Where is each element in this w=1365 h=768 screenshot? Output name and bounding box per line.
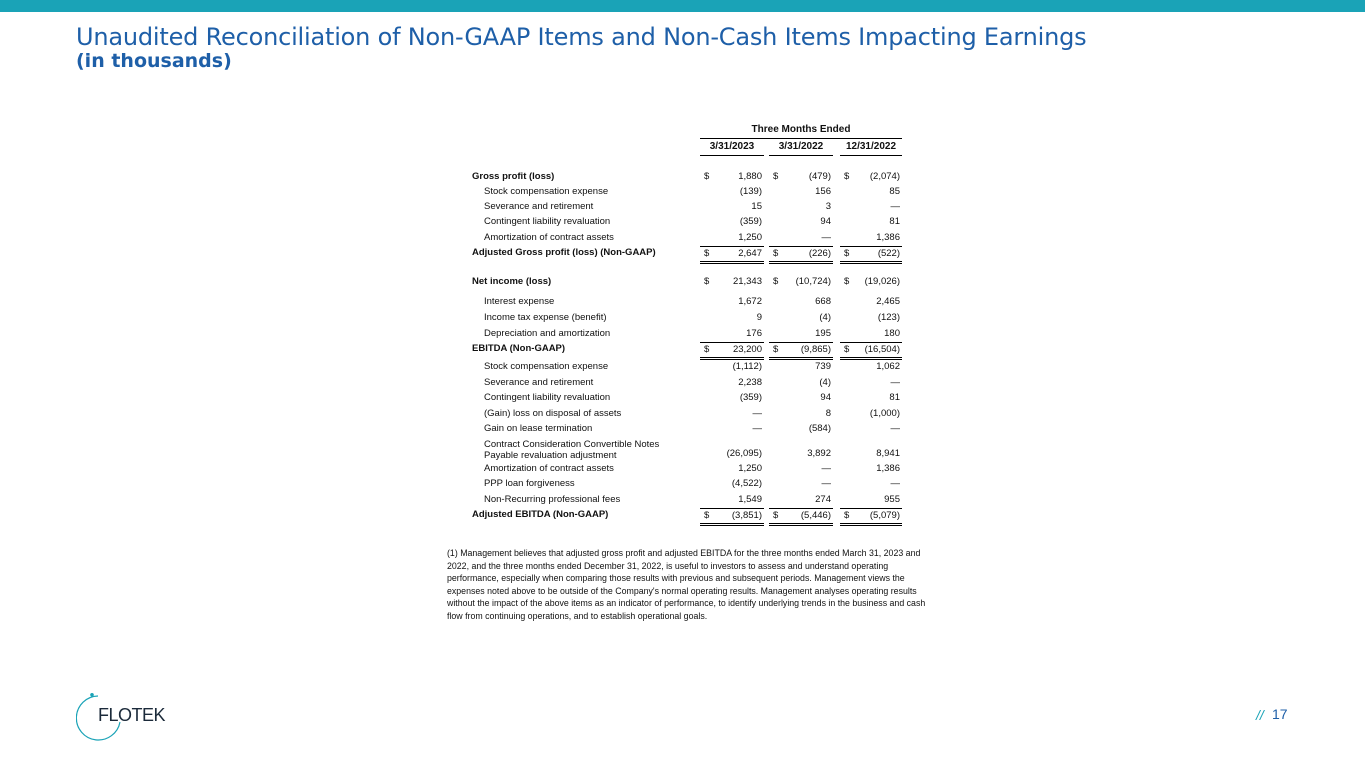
page-subtitle: (in thousands) xyxy=(76,50,232,72)
top-accent-bar xyxy=(0,0,1365,12)
value-cell: — xyxy=(821,463,831,474)
value-cell: 176 xyxy=(746,328,762,339)
value-cell: $ (479) xyxy=(773,171,831,182)
value-cell: — xyxy=(890,377,900,388)
row-label: Non-Recurring professional fees xyxy=(484,494,621,505)
footnote: (1) Management believes that adjusted gross profit and adjusted EBITDA for the three months ended March 31, 2023 and 2022, and the three months ended December 31, 2022, is useful to investors to assess and understand operating performance, especially when comparing those results with previous and subsequent periods. Management views the expenses noted above to be outside of the Company's normal operating results. Management analyses operating results without the impact of the above items as an indicator of performance, to identify underlying trends in the business and cash flow from continuing operations, and to establish operational goals. xyxy=(447,548,926,621)
table-row-total xyxy=(472,246,904,260)
value-cell: 1,062 xyxy=(876,361,900,372)
value-cell: — xyxy=(821,478,831,489)
value-cell: 1,549 xyxy=(738,494,762,505)
value-cell: 81 xyxy=(889,392,900,403)
column-header-q1-2022: 3/31/2022 xyxy=(769,141,833,156)
row-label: Amortization of contract assets xyxy=(484,232,614,243)
value-cell: 15 xyxy=(751,201,762,212)
value-cell: 3 xyxy=(825,201,831,212)
page-title: Unaudited Reconciliation of Non-GAAP Items and Non-Cash Items Impacting Earnings xyxy=(76,23,1087,51)
table-row-total xyxy=(472,508,904,522)
row-label: PPP loan forgiveness xyxy=(484,478,575,489)
row-label: Amortization of contract assets xyxy=(484,463,614,474)
table-row xyxy=(472,295,904,309)
value-cell: 739 xyxy=(815,361,831,372)
row-label: Adjusted EBITDA (Non-GAAP) xyxy=(472,509,609,520)
value-cell: $ (19,026) xyxy=(844,276,900,287)
row-label: Adjusted Gross profit (loss) (Non-GAAP) xyxy=(472,247,656,258)
value-cell: 94 xyxy=(820,216,831,227)
value-cell: $ 21,343 xyxy=(704,276,762,287)
value-cell: (584) xyxy=(808,423,831,434)
value-cell: — xyxy=(890,478,900,489)
value-cell: $ (2,074) xyxy=(844,171,900,182)
value-cell: 1,250 xyxy=(738,232,762,243)
value-cell: (4) xyxy=(819,312,831,323)
table-row xyxy=(472,407,904,421)
value-cell: — xyxy=(752,423,762,434)
value-cell: 1,250 xyxy=(738,463,762,474)
logo-text: FLOTEK xyxy=(98,705,166,725)
table-row xyxy=(472,391,904,405)
value-cell: 85 xyxy=(889,186,900,197)
table-row xyxy=(472,200,904,214)
table-row xyxy=(472,493,904,507)
value-cell: 1,386 xyxy=(876,232,900,243)
value-cell: — xyxy=(890,423,900,434)
value-cell: (139) xyxy=(739,186,762,197)
table-row xyxy=(472,215,904,229)
row-label: Contract Consideration Convertible Notes Payable revaluation adjustment xyxy=(484,439,660,461)
table-row xyxy=(472,477,904,491)
value-cell: (1,112) xyxy=(732,361,762,372)
value-cell: 668 xyxy=(815,296,831,307)
value-cell: $ 23,200 xyxy=(700,342,764,357)
table-row xyxy=(472,462,904,476)
period-header: Three Months Ended xyxy=(700,124,902,139)
value-cell: 2,238 xyxy=(738,377,762,388)
value-cell: 81 xyxy=(889,216,900,227)
row-label: Contingent liability revaluation xyxy=(484,392,611,403)
value-cell: 1,386 xyxy=(876,463,900,474)
value-cell: $ (5,446) xyxy=(769,508,833,523)
value-cell: $ (16,504) xyxy=(840,342,902,357)
value-cell: $ (3,851) xyxy=(700,508,764,523)
value-cell: $ 1,880 xyxy=(704,171,762,182)
row-label: Interest expense xyxy=(484,296,555,307)
value-cell: $ (522) xyxy=(840,246,902,261)
table-row xyxy=(472,311,904,325)
row-label: Depreciation and amortization xyxy=(484,328,611,339)
column-header-q4-2022: 12/31/2022 xyxy=(840,141,902,156)
page-number: 17 xyxy=(1272,706,1288,722)
table-row-total xyxy=(472,342,904,356)
value-cell: 8,941 xyxy=(876,448,900,459)
table-row xyxy=(472,231,904,245)
value-cell: 2,465 xyxy=(876,296,900,307)
table-row xyxy=(472,376,904,390)
row-label: Net income (loss) xyxy=(472,276,552,287)
table-row xyxy=(472,327,904,341)
page-slash-mark: // xyxy=(1256,707,1264,723)
row-label: Contingent liability revaluation xyxy=(484,216,611,227)
value-cell: 195 xyxy=(815,328,831,339)
table-row xyxy=(472,170,904,184)
value-cell: 1,672 xyxy=(738,296,762,307)
table-row xyxy=(472,422,904,436)
row-label: Stock compensation expense xyxy=(484,186,609,197)
row-label: EBITDA (Non-GAAP) xyxy=(472,343,566,354)
value-cell: (123) xyxy=(877,312,900,323)
value-cell: 274 xyxy=(815,494,831,505)
table-row xyxy=(472,439,904,461)
row-label: Severance and retirement xyxy=(484,377,594,388)
value-cell: 955 xyxy=(884,494,900,505)
value-cell: (26,095) xyxy=(726,448,762,459)
row-label: Income tax expense (benefit) xyxy=(484,312,607,323)
table-row xyxy=(472,275,904,289)
value-cell: 9 xyxy=(756,312,762,323)
value-cell: 3,892 xyxy=(807,448,831,459)
value-cell: 8 xyxy=(825,408,831,419)
value-cell: — xyxy=(752,408,762,419)
row-label: Gross profit (loss) xyxy=(472,171,555,182)
value-cell: (1,000) xyxy=(869,408,900,419)
row-label: Severance and retirement xyxy=(484,201,594,212)
value-cell: 94 xyxy=(820,392,831,403)
value-cell: $ 2,647 xyxy=(700,246,764,261)
value-cell: — xyxy=(821,232,831,243)
row-label: Gain on lease termination xyxy=(484,423,593,434)
row-label: Stock compensation expense xyxy=(484,361,609,372)
value-cell: 156 xyxy=(815,186,831,197)
value-cell: (359) xyxy=(739,392,762,403)
value-cell: (4) xyxy=(819,377,831,388)
value-cell: $ (226) xyxy=(769,246,833,261)
column-header-q1-2023: 3/31/2023 xyxy=(700,141,764,156)
table-row xyxy=(472,185,904,199)
value-cell: — xyxy=(890,201,900,212)
value-cell: (359) xyxy=(739,216,762,227)
value-cell: (4,522) xyxy=(731,478,762,489)
value-cell: $ (5,079) xyxy=(840,508,902,523)
value-cell: 180 xyxy=(884,328,900,339)
value-cell: $ (10,724) xyxy=(773,276,831,287)
value-cell: $ (9,865) xyxy=(769,342,833,357)
row-label: (Gain) loss on disposal of assets xyxy=(484,408,622,419)
table-row xyxy=(472,360,904,374)
